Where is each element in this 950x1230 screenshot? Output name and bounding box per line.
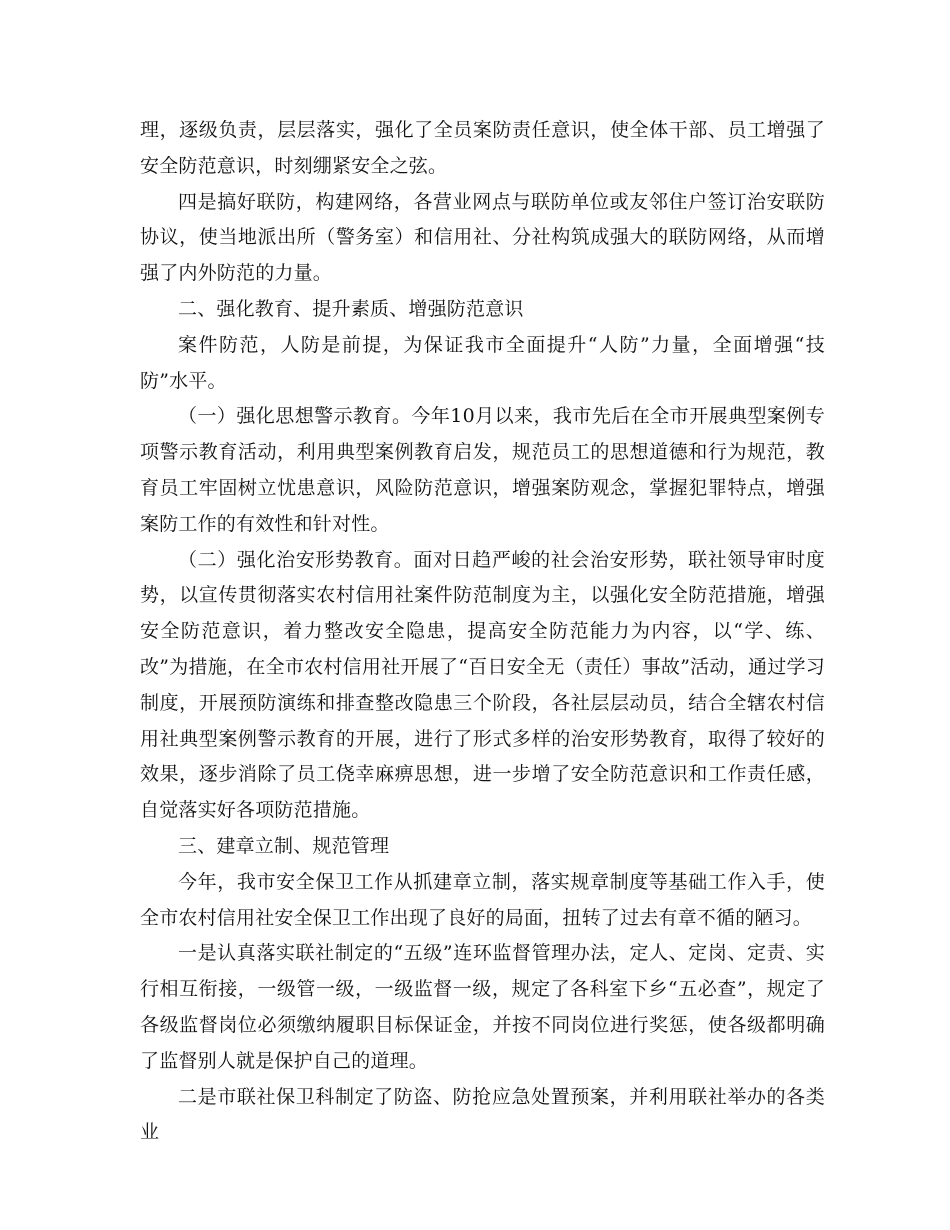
paragraph-2: 四是搞好联防，构建网络，各营业网点与联防单位或友邻住户签订治安联防协议，使当地派出所（警务室）和信用社、分社构筑成强大的联防网络，从而增强了内外防范的力量。 bbox=[140, 190, 825, 285]
paragraph-5: （二）强化治安形势教育。面对日趋严峻的社会治安形势，联社领导审时度势，以宣传贯彻落实农村信用社案件防范制度为主，以强化安全防范措施，增强安全防范意识，着力整改安全隐患，提高安全防范能力为内容，以“学、练、改”为措施，在全市农村信用社开展了“百日安全无（责任）事故”活动，通过学习制度，开展预防演练和排查整改隐患三个阶段，各社层层动员，结合全辖农村信用社典型案例警示教育的开展，进行了形式多样的治安形势教育，取得了较好的效果，逐步消除了员工侥幸麻痹思想，进一步增了安全防范意识和工作责任感，自觉落实好各项防范措施。 bbox=[140, 548, 825, 822]
paragraph-6: 今年，我市安全保卫工作从抓建章立制，落实规章制度等基础工作入手，使全市农村信用社安全保卫工作出现了良好的局面，扭转了过去有章不循的陋习。 bbox=[140, 870, 825, 929]
paragraph-4: （一）强化思想警示教育。今年10月以来，我市先后在全市开展典型案例专项警示教育活动，利用典型案例教育启发，规范员工的思想道德和行为规范，教育员工牢固树立忧患意识，风险防范意识，增强案防观念，掌握犯罪特点，增强案防工作的有效性和针对性。 bbox=[140, 405, 825, 535]
document-body bbox=[140, 113, 825, 1151]
section-heading-3: 三、建章立制、规范管理 bbox=[178, 834, 390, 857]
paragraph-8: 二是市联社保卫科制定了防盗、防抢应急处置预案，并利用联社举办的各类业 bbox=[140, 1085, 825, 1144]
paragraph-3: 案件防范，人防是前提，为保证我市全面提升“人防”力量，全面增强“技防”水平。 bbox=[140, 333, 825, 392]
paragraph-1: 理，逐级负责，层层落实，强化了全员案防责任意识，使全体干部、员工增强了安全防范意识，时刻绷紧安全之弦。 bbox=[140, 119, 825, 177]
paragraph-7: 一是认真落实联社制定的“五级”连环监督管理办法，定人、定岗、定责、实行相互衔接，一级管一级，一级监督一级，规定了各科室下乡“五必查”，规定了各级监督岗位必须缴纳履职目标保证金，并按不同岗位进行奖惩，使各级都明确了监督别人就是保护自己的道理。 bbox=[140, 942, 825, 1072]
section-heading-2: 二、强化教育、提升素质、增强防范意识 bbox=[178, 297, 524, 320]
